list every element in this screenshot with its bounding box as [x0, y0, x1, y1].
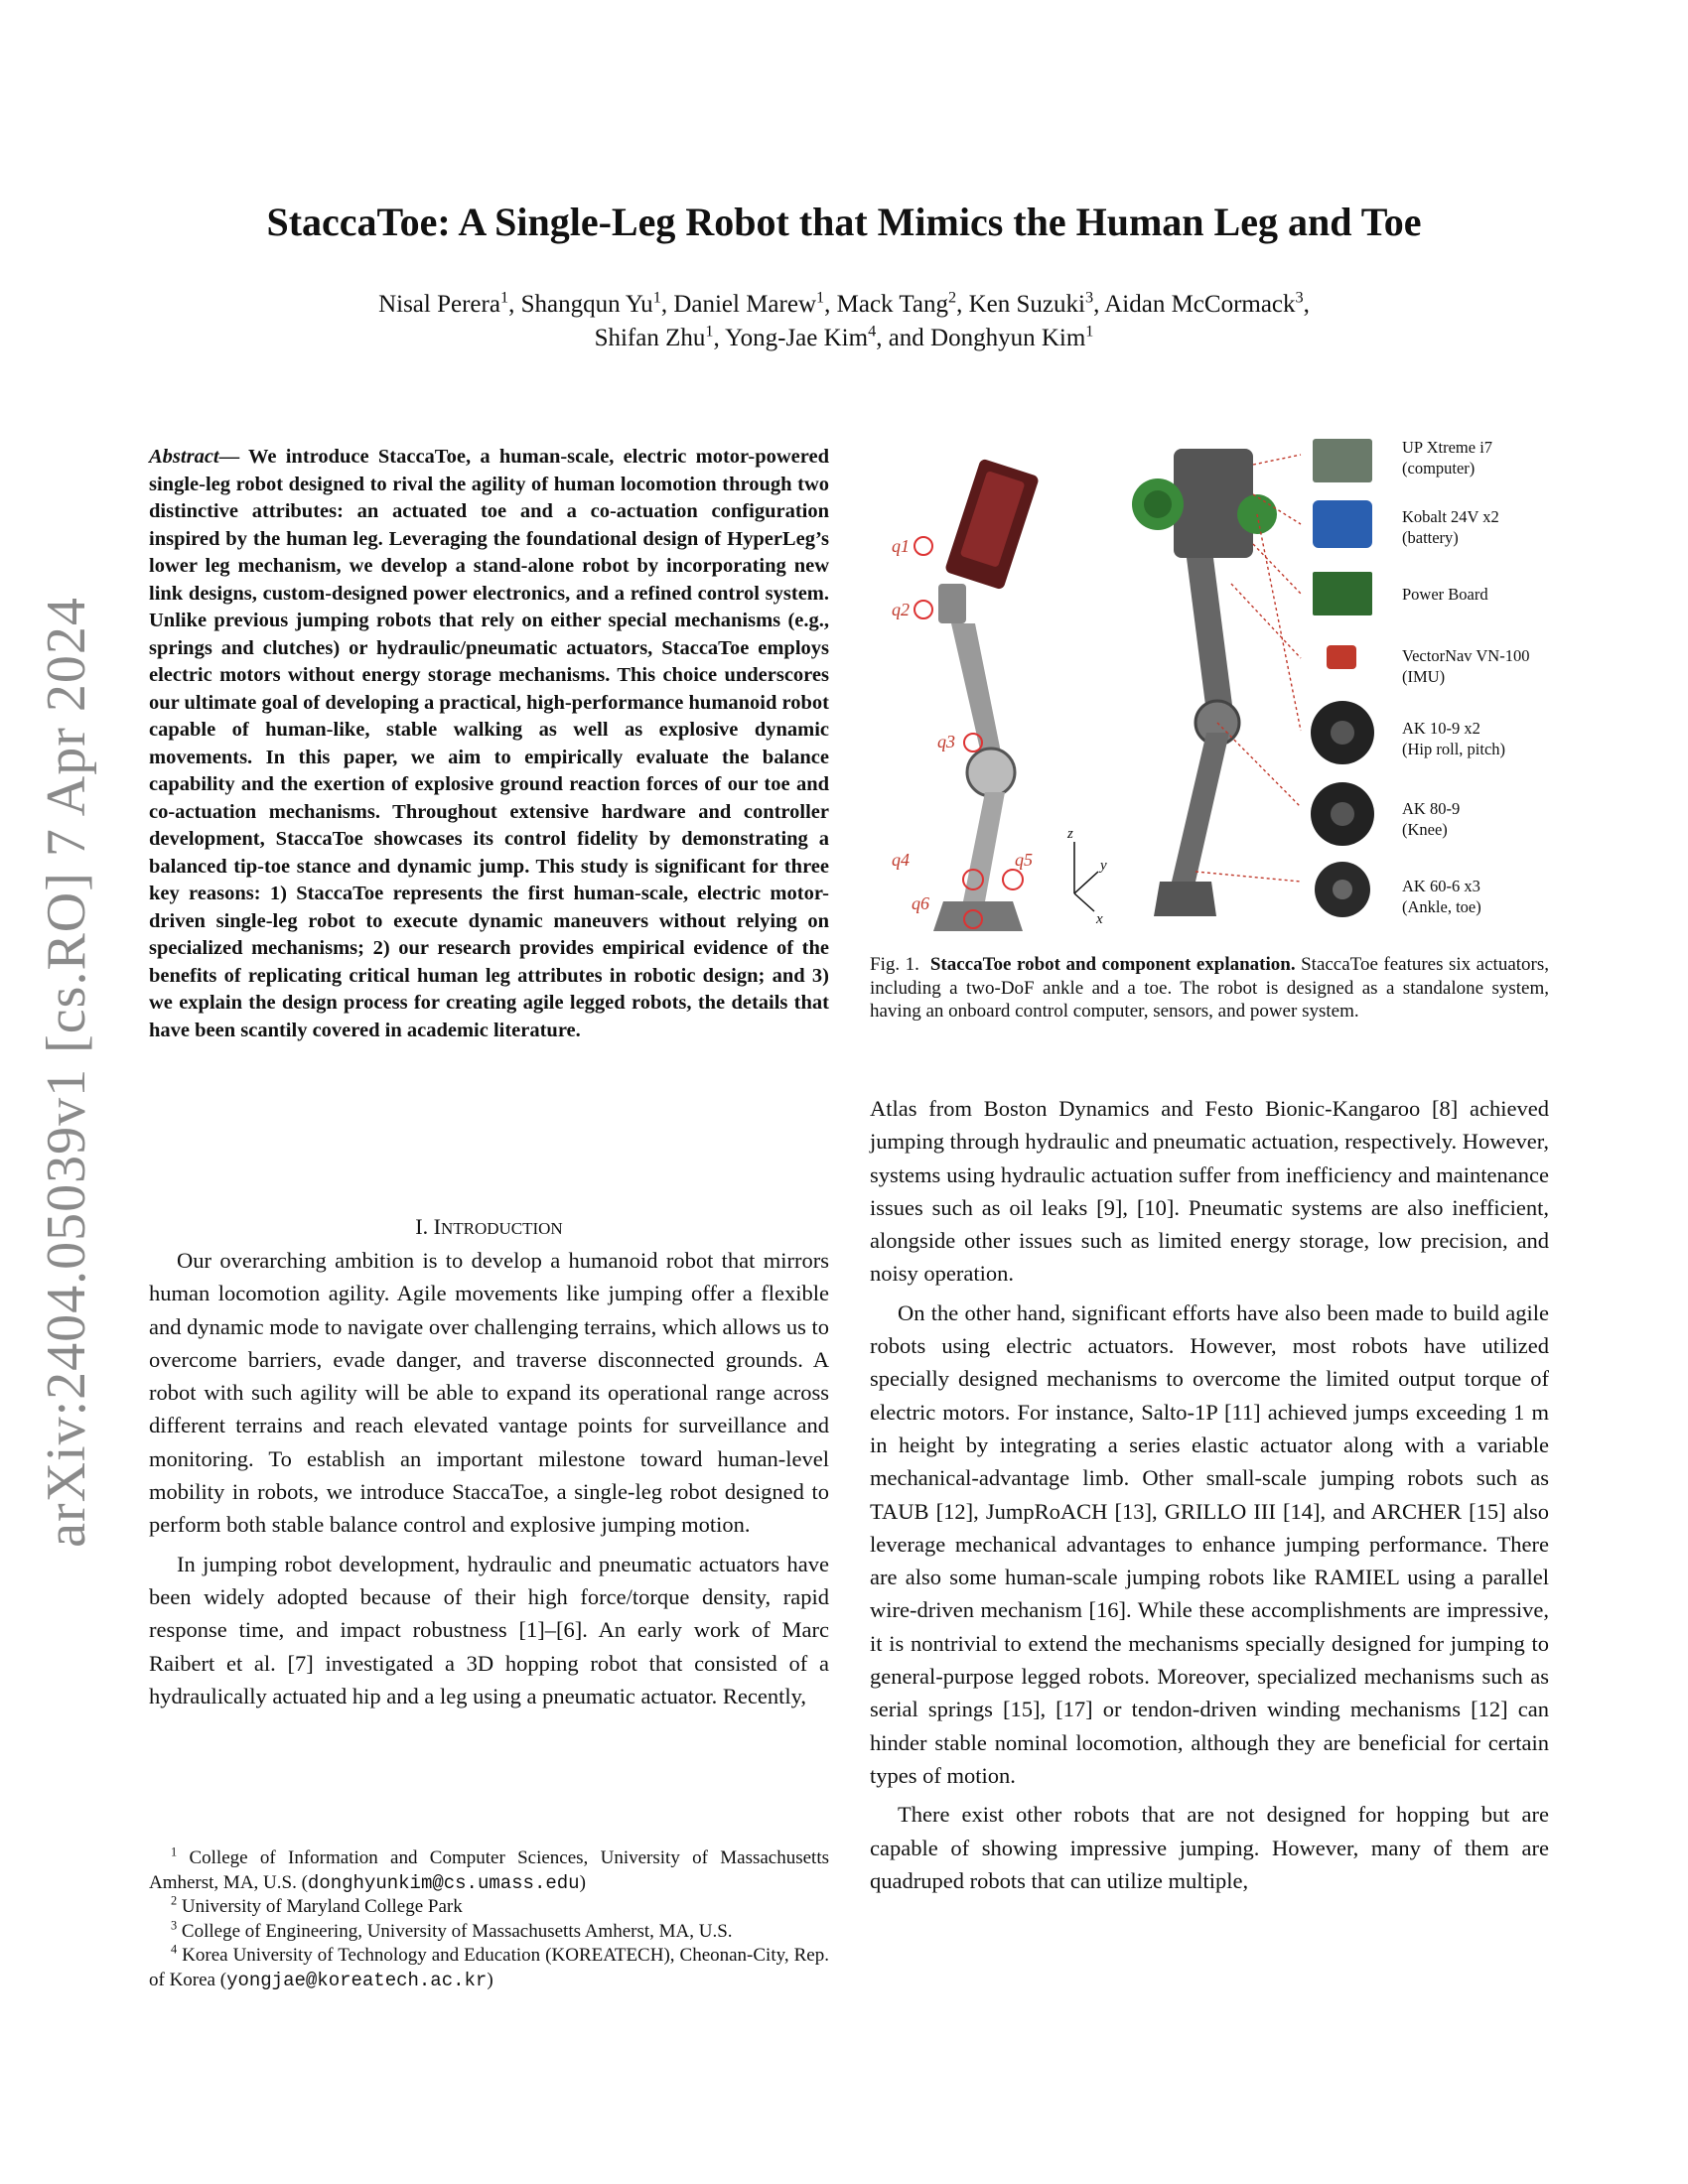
author-line-2: Shifan Zhu$^1$, Yong-Jae Kim$^4$, and Donghyun Kim$^1$ — [594, 322, 1094, 351]
affiliation-mark: 4 — [868, 322, 877, 341]
right-column-body — [870, 1092, 1549, 1897]
paper-title: StaccaToe: A Single-Leg Robot that Mimics the Human Leg and Toe — [266, 200, 1422, 244]
imu-icon — [1327, 645, 1356, 669]
author-name: Yong-Jae Kim — [725, 325, 869, 351]
footnote-2: $^2$ University of Maryland College Park — [171, 1893, 463, 1918]
robot-cad-render — [1132, 449, 1277, 916]
affiliation-mark: 1 — [816, 288, 825, 307]
joint-label: q3 — [937, 732, 955, 751]
component-label: UP Xtreme i7 (computer) — [1402, 438, 1493, 478]
paragraph: There exist other robots that are not designed for hopping but are capable of showing impressive jumping. However, many of them are quadruped robots that can utilize multiple, — [870, 1802, 1549, 1893]
component-label: AK 10-9 x2 (Hip roll, pitch) — [1402, 719, 1506, 758]
figure-caption: Fig. 1. StaccaToe robot and component explanation. StaccaToe features six actuators, including a two-DoF ankle and a toe. The robot is designed as a standalone system, having an onboard control computer, sensors, and power system. — [870, 954, 1550, 1023]
power-board-icon — [1313, 572, 1372, 615]
author-list — [0, 288, 1688, 355]
author-name: and Donghyun Kim — [888, 325, 1086, 351]
footnote-4: $^4$ Korea University of Technology and Education (KOREATECH), Cheonan-City, Rep. of Korea (yongjae@koreatech.ac.kr) — [149, 1943, 829, 1991]
affiliation-mark: 1 — [652, 288, 661, 307]
joint-label: q5 — [1015, 850, 1033, 870]
footnote-3: $^3$ College of Engineering, University of Massachusetts Amherst, MA, U.S. — [171, 1918, 733, 1942]
arxiv-identifier: arXiv:2404.05039v1 [cs.RO] 7 Apr 2024 — [36, 597, 97, 1548]
affiliation-mark: 2 — [947, 288, 957, 307]
component-label: Kobalt 24V x2 (battery) — [1402, 507, 1499, 547]
email-link[interactable]: yongjae@koreatech.ac.kr — [226, 1969, 488, 1991]
author-name: Nisal Perera — [378, 291, 500, 318]
joint-label: q2 — [892, 600, 910, 619]
affiliation-mark: 1 — [705, 322, 714, 341]
joint-label: q1 — [892, 536, 910, 556]
introduction-body — [149, 1244, 829, 1712]
computer-board-icon — [1313, 439, 1372, 482]
affiliation-footnotes — [149, 1846, 829, 1993]
arxiv-sidebar-stamp — [22, 586, 111, 1559]
affiliation-mark: 1 — [499, 288, 509, 307]
component-label: AK 80-9 (Knee) — [1402, 799, 1461, 839]
section-heading-introduction: I. INTRODUCTION — [415, 1214, 563, 1239]
paragraph: In jumping robot development, hydraulic and pneumatic actuators have been widely adopted because of their high force/torque density, rapid response time, and impact robustness [1]–[6]. An early work of Marc Raibert et al. [7] investigated a 3D hopping robot that consisted of a hydraulically actuated hip and a leg using a pneumatic actuator. Recently, — [149, 1551, 829, 1708]
abstract-text: — We introduce StaccaToe, a human-scale, electric motor-powered single-leg robot designed to rival the agility of human locomotion through two distinctive attributes: an actuated toe and a co-actuation configuration inspired by the human leg. Leveraging the foundational design of HyperLeg’s lower leg mechanism, we develop a stand-alone robot by incorporating new link designs, custom-designed power electronics, and a refined control system. Unlike previous jumping robots that rely on either special mechanisms (e.g., springs and clutches) or hydraulic/pneumatic actuators, StaccaToe employs electric motors without energy storage mechanisms. This choice underscores our ultimate goal of developing a practical, high-performance humanoid robot capable of human-like, stable walking as well as explosive dynamic movements. In this paper, we aim to empirically evaluate the balance capability and the exertion of explosive ground reaction forces of our toe and co-actuation mechanisms. Throughout extensive hardware and controller development, StaccaToe showcases its control fidelity by demonstrating a balanced tip-toe stance and dynamic jump. This study is significant for three key reasons: 1) StaccaToe represents the first human-scale, electric motor-driven single-leg robot to execute dynamic maneuvers without relying on specialized mechanisms; 2) our research provides empirical evidence of the benefits of replicating critical human leg attributes in robotic design; and 3) we explain the design process for creating agile legged robots, the details that have been scantily covered in academic literature. — [149, 446, 829, 1041]
author-name: Daniel Marew — [673, 291, 817, 318]
component-label: AK 60-6 x3 (Ankle, toe) — [1402, 877, 1481, 916]
figure-1 — [864, 435, 1549, 941]
author-name: Aidan McCormack — [1104, 291, 1296, 318]
battery-icon — [1313, 500, 1372, 548]
email-link[interactable]: donghyunkim@cs.umass.edu — [307, 1871, 580, 1894]
component-label: VectorNav VN-100 (IMU) — [1402, 646, 1530, 686]
paragraph: On the other hand, significant efforts have also been made to build agile robots using electric actuators. However, most robots have utilized specially designed mechanisms to overcome the limited output torque of electric motors. For instance, Salto-1P [11] achieved jumps exceeding 1 m in height by integrating a series elastic actuator along with a variable mechanical-advantage limb. Other small-scale jumping robots such as TAUB [12], JumpRoACH [13], GRILLO III [14], and ARCHER [15] also leverage mechanical advantages to enhance jumping performance. There are also some human-scale jumping robots like RAMIEL using a parallel wire-driven mechanism [16]. While these accomplishments are impressive, it is nontrivial to extend the mechanisms specially designed for jumping to general-purpose legged robots. Moreover, specialized mechanisms such as serial springs [15], [17] or tendon-driven winding mechanisms [12] can hinder stable nominal locomotion, although they are beneficial for certain types of motion. — [870, 1299, 1549, 1788]
affiliation-mark: 3 — [1084, 288, 1094, 307]
paragraph: Atlas from Boston Dynamics and Festo Bionic-Kangaroo [8] achieved jumping through hydraulic and pneumatic actuation, respectively. However, systems using hydraulic actuation suffer from inefficiency and maintenance issues such as oil leaks [9], [10]. Pneumatic systems are also inefficient, alongside other issues such as limited energy storage, low precision, and noisy operation. — [870, 1096, 1549, 1287]
author-name: Shifan Zhu — [594, 325, 706, 351]
author-line-1: Nisal Perera$^1$, Shangqun Yu$^1$, Daniel Marew$^1$, Mack Tang$^2$, Ken Suzuki$^3$, Aidan McCormack$^3$, — [378, 288, 1310, 318]
author-name: Ken Suzuki — [968, 291, 1085, 318]
paragraph: Our overarching ambition is to develop a humanoid robot that mirrors human locomotion agility. Agile movements like jumping offer a flexible and dynamic mode to navigate over challenging terrains, which allows us to overcome barriers, evade danger, and traverse disconnected grounds. A robot with such agility will be able to expand its operational range across different terrains and reach elevated vantage points for surveillance and monitoring. To establish an important milestone toward human-level mobility in robots, we introduce StaccaToe, a single-leg robot designed to perform both stable balance control and explosive jumping motion. — [149, 1248, 829, 1538]
component-label: Power Board — [1402, 585, 1488, 604]
joint-label: q6 — [912, 893, 929, 913]
affiliation-mark: 3 — [1295, 288, 1304, 307]
robot-illustration — [864, 435, 1400, 941]
axis-label: x — [1096, 911, 1103, 927]
joint-label: q4 — [892, 850, 910, 870]
abstract-label: Abstract — [149, 446, 219, 468]
abstract — [149, 444, 829, 1044]
coordinate-axes — [1074, 842, 1098, 911]
author-name: Shangqun Yu — [520, 291, 653, 318]
affiliation-mark: 1 — [1085, 322, 1094, 341]
footnote-1: $^1$ College of Information and Computer Sciences, University of Massachusetts Amherst, MA, U.S. (donghyunkim@cs.umass.edu) — [149, 1844, 830, 1894]
axis-label: y — [1100, 858, 1107, 874]
axis-label: z — [1067, 826, 1073, 842]
author-name: Mack Tang — [836, 291, 948, 318]
